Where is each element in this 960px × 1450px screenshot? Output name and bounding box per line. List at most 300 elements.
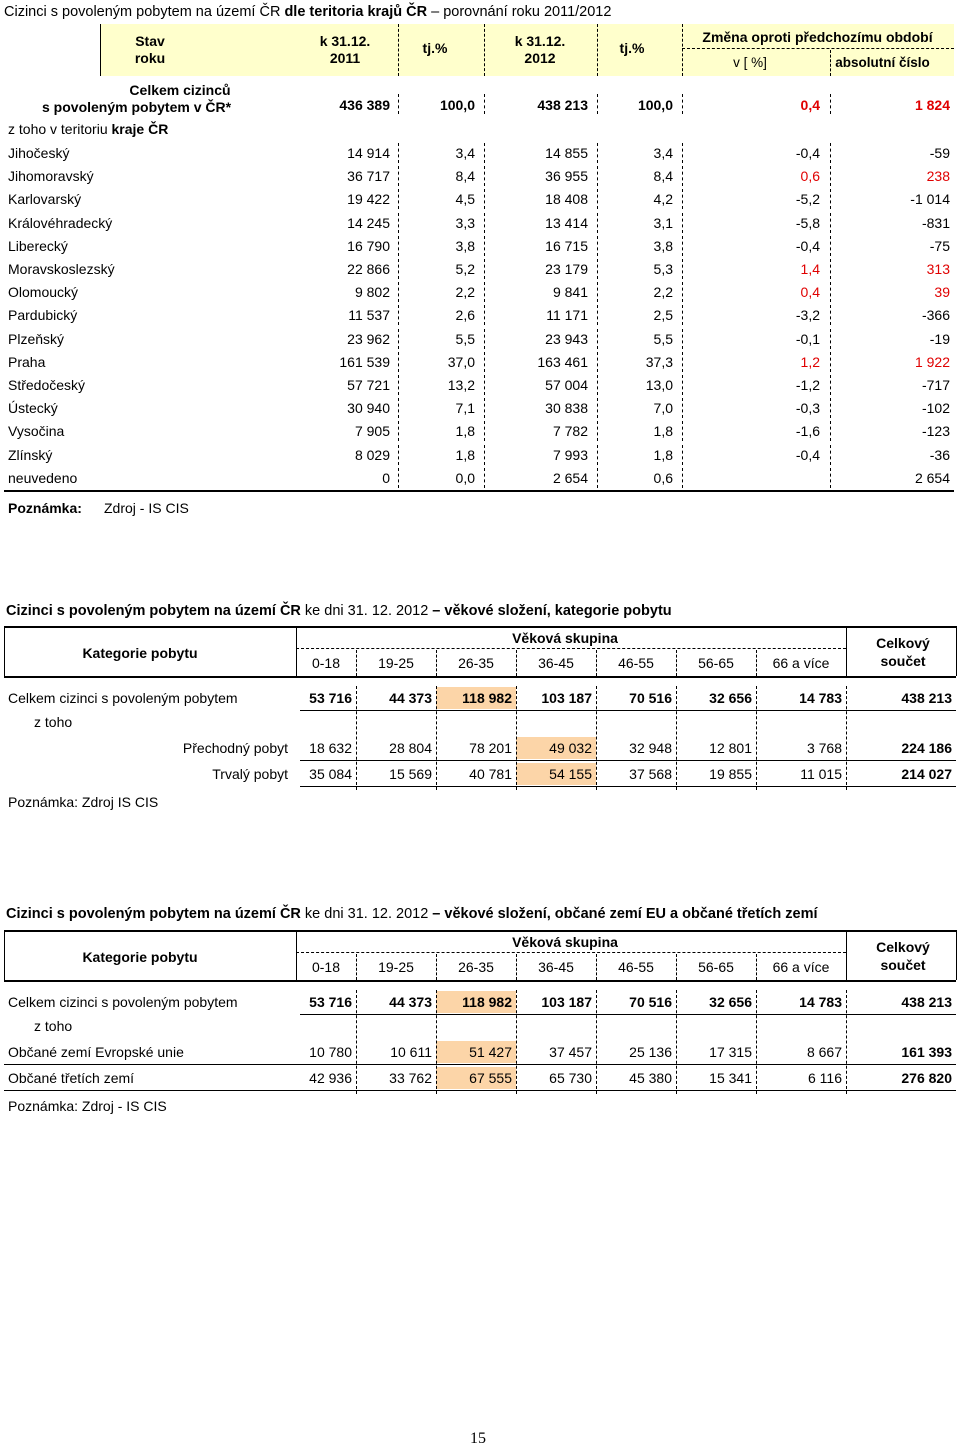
- region-value: 13 414: [545, 214, 588, 231]
- region-value: 23 943: [545, 330, 588, 347]
- table1-separator: [682, 259, 683, 279]
- table1-separator: [398, 282, 399, 302]
- region-value: 23 179: [545, 261, 588, 277]
- region-value: -36: [929, 446, 950, 463]
- row-cell: 10 780: [309, 1044, 352, 1060]
- table1-separator: [830, 305, 831, 325]
- row-cell: 11 015: [800, 766, 842, 782]
- age-group-header: 46-55: [618, 655, 654, 671]
- table-note: Poznámka: Zdroj - IS CIS: [8, 1098, 167, 1114]
- header-vekova-skupina: Věková skupina: [512, 630, 618, 646]
- table1-separator: [597, 352, 598, 372]
- region-name: Středočeský: [8, 377, 86, 393]
- region-value: -0,4: [795, 237, 820, 254]
- row-cell: 40 781: [469, 766, 512, 782]
- table2-header-rule: [4, 676, 956, 678]
- table2-header-separator: [356, 650, 357, 676]
- table3-caption: Cizinci s povoleným pobytem na území ČR ke dni 31. 12. 2012 – věkové složení, občané zemí EU a občané třetích zemí: [6, 906, 818, 922]
- row-cell: 15 569: [389, 766, 432, 782]
- region-name: Moravskoslezský: [8, 261, 115, 277]
- table1-separator: [484, 259, 485, 279]
- row-cell: 32 948: [629, 740, 672, 756]
- table1-separator: [830, 143, 831, 163]
- total-label-a: Celkem cizinců: [129, 82, 231, 98]
- region-value: 3,1: [653, 214, 673, 231]
- region-value: 7,1: [455, 400, 475, 417]
- table1-separator: [398, 166, 399, 186]
- row-cell: 18 632: [309, 740, 352, 756]
- total-cell: 118 982: [436, 687, 516, 709]
- table3-header-separator: [356, 954, 357, 980]
- table3-header-rule: [4, 980, 956, 982]
- region-value: 7 905: [354, 423, 390, 440]
- table1-separator: [830, 468, 831, 488]
- table1-header-separator: [830, 50, 831, 76]
- table1-separator: [484, 213, 485, 233]
- header-tj1: tj.%: [422, 40, 448, 56]
- region-value: 8,4: [653, 168, 673, 185]
- region-value: -1,2: [795, 377, 820, 393]
- header-k2011-a: k 31.12.: [319, 33, 371, 49]
- region-value: -366: [921, 307, 950, 324]
- table1-separator: [830, 259, 831, 279]
- page-number: 15: [470, 1430, 486, 1447]
- age-group-header: 36-45: [538, 959, 574, 975]
- region-value: 13,2: [447, 377, 475, 393]
- region-value: 0,0: [455, 469, 475, 486]
- row-cell: 10 611: [390, 1044, 432, 1060]
- age-group-header: 46-55: [618, 959, 654, 975]
- table2-header-divider: [296, 648, 846, 649]
- table1-separator: [682, 143, 683, 163]
- age-group-header: 0-18: [311, 959, 341, 975]
- region-value: 3,8: [653, 237, 673, 254]
- table2-top-rule: [4, 626, 956, 628]
- header-abs: absolutní číslo: [835, 55, 930, 70]
- table1-header-separator: [398, 24, 399, 76]
- region-value: 1,4: [800, 261, 820, 277]
- region-value: 39: [934, 284, 950, 301]
- table1-separator: [597, 329, 598, 349]
- table1-separator: [682, 236, 683, 256]
- table2-caption: Cizinci s povoleným pobytem na území ČR ke dni 31. 12. 2012 – věkové složení, kategorie pobytu: [6, 603, 672, 619]
- row-cell: 49 032: [516, 737, 596, 759]
- region-value: 9 841: [552, 284, 588, 301]
- table1-separator: [398, 329, 399, 349]
- row-cell: 54 155: [516, 763, 596, 785]
- region-value: 19 422: [347, 191, 390, 208]
- total-cell: 14 783: [799, 994, 842, 1010]
- total-cell: 100,0: [637, 97, 673, 113]
- age-group-header: 26-35: [458, 959, 494, 975]
- table3-row-rule: [4, 1090, 956, 1091]
- region-value: -0,3: [795, 400, 820, 417]
- table1-separator: [398, 352, 399, 372]
- table3-body-separator: [596, 990, 597, 1094]
- age-group-header: 66 a více: [772, 959, 830, 975]
- region-name: Liberecký: [8, 237, 68, 254]
- region-value: 2,2: [455, 284, 475, 301]
- region-value: -0,4: [795, 145, 820, 161]
- table1-separator: [597, 236, 598, 256]
- table2-border: [956, 626, 957, 676]
- region-value: -19: [929, 330, 950, 347]
- region-value: 14 245: [347, 214, 390, 231]
- table1-separator: [597, 398, 598, 418]
- table2-header-separator: [596, 650, 597, 676]
- region-value: 5,5: [653, 330, 673, 347]
- table1-caption: Cizinci s povoleným pobytem na území ČR dle teritoria krajů ČR – porovnání roku 2011/2012: [4, 4, 612, 20]
- region-value: 161 539: [339, 353, 390, 370]
- region-value: 3,4: [653, 145, 673, 161]
- region-value: 0,6: [800, 168, 820, 185]
- total-cell: 438 213: [537, 97, 588, 113]
- row-cell: 12 801: [709, 740, 752, 756]
- region-name: Jihomoravský: [8, 168, 94, 185]
- table1-separator: [830, 94, 831, 114]
- table2-body-separator: [846, 686, 847, 790]
- row-cell: 37 568: [629, 766, 672, 782]
- table2-row-rule: [300, 786, 956, 787]
- region-value: 2,5: [653, 307, 673, 324]
- table1-header-separator: [682, 24, 683, 76]
- region-value: -5,8: [795, 214, 820, 231]
- region-value: -3,2: [795, 307, 820, 324]
- table1-separator: [398, 94, 399, 114]
- header-stav: Stav: [135, 33, 165, 49]
- age-group-header: 56-65: [698, 959, 734, 975]
- region-value: -59: [929, 145, 950, 161]
- region-name: Ústecký: [8, 400, 58, 417]
- region-value: -102: [921, 400, 950, 417]
- table1-separator: [597, 166, 598, 186]
- age-group-header: 26-35: [458, 655, 494, 671]
- region-value: -123: [921, 423, 950, 440]
- age-group-header: 36-45: [538, 655, 574, 671]
- region-value: 0: [382, 469, 390, 486]
- region-name: Pardubický: [8, 307, 78, 324]
- table1-separator: [597, 375, 598, 395]
- row-cell: 67 555: [436, 1067, 516, 1089]
- total-cell: 100,0: [439, 97, 475, 113]
- table3-body-separator: [676, 990, 677, 1094]
- table3-top-rule: [4, 930, 956, 932]
- header-k2011-b: 2011: [329, 50, 361, 66]
- table2-total-underline: [300, 710, 956, 711]
- table1-separator: [398, 259, 399, 279]
- table1-separator: [682, 445, 683, 465]
- region-name: Zlínský: [8, 446, 53, 463]
- total-cell: 103 187: [541, 994, 592, 1010]
- table2-border: [846, 626, 847, 676]
- z-toho-label: z toho: [34, 1018, 73, 1034]
- region-value: 5,5: [455, 330, 475, 347]
- table1-separator: [682, 213, 683, 233]
- table1-separator: [682, 375, 683, 395]
- region-value: 57 004: [545, 377, 588, 393]
- region-value: 37,0: [447, 353, 475, 370]
- region-value: 2,2: [653, 284, 673, 301]
- table3-header-separator: [756, 954, 757, 980]
- row-cell: 6 116: [808, 1070, 842, 1086]
- total-cell: 118 982: [436, 991, 516, 1013]
- table1-separator: [682, 282, 683, 302]
- row-cell: 161 393: [901, 1044, 952, 1060]
- total-cell: 70 516: [629, 690, 672, 706]
- table1-separator: [830, 329, 831, 349]
- region-value: 36 955: [545, 168, 588, 185]
- region-name: Plzeňský: [8, 330, 65, 347]
- row-label: Trvalý pobyt: [212, 766, 288, 782]
- table1-separator: [830, 375, 831, 395]
- row-cell: 51 427: [436, 1041, 516, 1063]
- region-value: 4,2: [653, 191, 673, 208]
- table1-separator: [484, 352, 485, 372]
- table3-header-separator: [516, 954, 517, 980]
- region-value: 16 790: [347, 237, 390, 254]
- age-group-header: 19-25: [378, 959, 414, 975]
- header-k2012-a: k 31.12.: [514, 33, 566, 49]
- header-tj2: tj.%: [619, 40, 645, 56]
- row-cell: 3 768: [806, 740, 842, 756]
- row-cell: 78 201: [469, 740, 512, 756]
- region-value: 0,4: [800, 284, 820, 301]
- table1-separator: [830, 236, 831, 256]
- region-value: 8,4: [455, 168, 475, 185]
- total-cell: 1 824: [914, 97, 950, 113]
- table1-separator: [597, 305, 598, 325]
- region-value: 16 715: [545, 237, 588, 254]
- table1-separator: [682, 329, 683, 349]
- table2-header-separator: [676, 650, 677, 676]
- region-value: 5,3: [653, 261, 673, 277]
- table2-body-separator: [356, 686, 357, 790]
- table1-header-separator: [484, 24, 485, 76]
- region-value: -75: [929, 237, 950, 254]
- total-cell: 0,4: [800, 97, 820, 113]
- region-value: 1 922: [914, 353, 950, 370]
- table1-header-separator: [597, 24, 598, 76]
- region-value: 1,8: [455, 423, 475, 440]
- region-name: Vysočina: [8, 423, 65, 440]
- region-value: 5,2: [455, 261, 475, 277]
- region-value: -1,6: [795, 423, 820, 440]
- table1-separator: [398, 468, 399, 488]
- row-cell: 33 762: [389, 1070, 432, 1086]
- table2-body-separator: [436, 686, 437, 790]
- region-value: 13,0: [645, 377, 673, 393]
- header-roku: roku: [134, 50, 166, 66]
- region-value: 22 866: [347, 261, 390, 277]
- total-label: Celkem cizinci s povoleným pobytem: [8, 690, 238, 706]
- row-cell: 19 855: [709, 766, 752, 782]
- header-vekova-skupina: Věková skupina: [512, 934, 618, 950]
- header-kategorie: Kategorie pobytu: [82, 949, 198, 965]
- total-cell: 44 373: [389, 690, 432, 706]
- row-cell: 42 936: [309, 1070, 352, 1086]
- table1-separator: [484, 166, 485, 186]
- total-cell: 103 187: [541, 690, 592, 706]
- table3-total-underline: [300, 1014, 956, 1015]
- region-value: 4,5: [455, 191, 475, 208]
- table1-separator: [484, 445, 485, 465]
- table1-separator: [682, 94, 683, 114]
- region-name: neuvedeno: [8, 469, 78, 486]
- total-cell: 438 213: [901, 690, 952, 706]
- table1-separator: [398, 305, 399, 325]
- header-zmena: Změna oproti předchozímu období: [702, 29, 933, 45]
- table2-body-separator: [516, 686, 517, 790]
- region-value: 1,8: [455, 446, 475, 463]
- row-label: Občané třetích zemí: [8, 1070, 135, 1086]
- row-cell: 214 027: [901, 766, 952, 782]
- header-celkovy: Celkový: [876, 939, 930, 955]
- table1-separator: [682, 398, 683, 418]
- region-value: 14 914: [347, 145, 390, 161]
- table1-separator: [830, 421, 831, 441]
- table3-body-separator: [356, 990, 357, 1094]
- region-value: 7 782: [552, 423, 588, 440]
- table1-separator: [398, 213, 399, 233]
- region-value: 30 838: [545, 400, 588, 417]
- age-group-header: 19-25: [378, 655, 414, 671]
- table3-body-separator: [846, 990, 847, 1094]
- header-kategorie: Kategorie pobytu: [82, 645, 198, 661]
- row-label: Přechodný pobyt: [182, 740, 288, 756]
- table1-separator: [398, 143, 399, 163]
- region-value: 313: [926, 261, 950, 277]
- total-cell: 436 389: [339, 97, 390, 113]
- table3-body-separator: [516, 990, 517, 1094]
- table1-separator: [484, 143, 485, 163]
- table1-separator: [597, 445, 598, 465]
- row-cell: 276 820: [901, 1070, 952, 1086]
- table1-separator: [484, 398, 485, 418]
- table1-separator: [682, 305, 683, 325]
- table1-separator: [484, 189, 485, 209]
- table3-header-divider: [296, 952, 846, 953]
- total-label: Celkem cizinci s povoleným pobytem: [8, 994, 238, 1010]
- region-value: 3,4: [455, 145, 475, 161]
- region-name: Olomoucký: [8, 284, 79, 301]
- header-soucet: součet: [880, 653, 926, 669]
- total-label-b: s povoleným pobytem v ČR*: [42, 99, 232, 115]
- region-name: Královéhradecký: [8, 214, 113, 231]
- total-cell: 44 373: [389, 994, 432, 1010]
- table1-separator: [484, 305, 485, 325]
- region-value: 23 962: [347, 330, 390, 347]
- table1-separator: [597, 189, 598, 209]
- table3-header-separator: [596, 954, 597, 980]
- region-value: -5,2: [795, 191, 820, 208]
- table1-separator: [597, 421, 598, 441]
- region-name: Jihočeský: [8, 145, 70, 161]
- age-group-header: 0-18: [311, 655, 341, 671]
- row-cell: 65 730: [549, 1070, 592, 1086]
- header-k2012-b: 2012: [524, 50, 556, 66]
- table1-separator: [830, 166, 831, 186]
- table1-separator: [398, 236, 399, 256]
- table1-separator: [484, 236, 485, 256]
- table1-separator: [398, 375, 399, 395]
- table1-separator: [682, 189, 683, 209]
- table1-separator: [398, 398, 399, 418]
- age-group-header: 66 a více: [772, 655, 830, 671]
- region-value: -0,4: [795, 446, 820, 463]
- total-cell: 70 516: [629, 994, 672, 1010]
- region-value: 9 802: [354, 284, 390, 301]
- table3-border: [956, 930, 957, 980]
- region-value: -0,1: [795, 330, 820, 347]
- table3-body-separator: [756, 990, 757, 1094]
- table3-row-rule: [4, 1064, 956, 1065]
- region-value: 7,0: [653, 400, 673, 417]
- z-toho-label: z toho: [34, 714, 73, 730]
- table2-border: [296, 626, 297, 676]
- table2-header-separator: [756, 650, 757, 676]
- table1-separator: [830, 213, 831, 233]
- region-value: 36 717: [347, 168, 390, 185]
- region-value: 3,3: [455, 214, 475, 231]
- table3-border: [296, 930, 297, 980]
- table1-separator: [682, 352, 683, 372]
- region-value: 3,8: [455, 237, 475, 254]
- table1-separator: [484, 375, 485, 395]
- region-value: 0,6: [653, 469, 673, 486]
- region-value: 7 993: [552, 446, 588, 463]
- total-cell: 32 656: [709, 994, 752, 1010]
- total-cell: 53 716: [309, 690, 352, 706]
- total-cell: 438 213: [901, 994, 952, 1010]
- row-cell: 17 315: [709, 1044, 752, 1060]
- region-value: 8 029: [354, 446, 390, 463]
- region-value: -717: [921, 377, 950, 393]
- table3-border: [846, 930, 847, 980]
- region-value: 2 654: [552, 469, 588, 486]
- table3-header-separator: [436, 954, 437, 980]
- table2-row-rule: [300, 760, 956, 761]
- table1-separator: [484, 329, 485, 349]
- table1-separator: [682, 166, 683, 186]
- region-value: 14 855: [545, 145, 588, 161]
- table1-separator: [484, 421, 485, 441]
- table1-separator: [484, 282, 485, 302]
- table1-separator: [597, 213, 598, 233]
- header-celkovy: Celkový: [876, 635, 930, 651]
- table1-separator: [484, 468, 485, 488]
- table2-header-separator: [516, 650, 517, 676]
- table2-body-separator: [596, 686, 597, 790]
- header-vpct: v [ %]: [733, 55, 767, 70]
- table2-header-separator: [436, 650, 437, 676]
- table1-note-label: Poznámka:: [8, 500, 82, 516]
- region-name: Praha: [8, 353, 46, 370]
- row-cell: 45 380: [629, 1070, 672, 1086]
- region-value: 2 654: [914, 469, 950, 486]
- region-value: 2,6: [455, 307, 475, 324]
- row-cell: 25 136: [629, 1044, 672, 1060]
- table1-note-text: Zdroj - IS CIS: [104, 500, 189, 516]
- table1-separator: [597, 143, 598, 163]
- region-value: 11 537: [348, 307, 390, 324]
- table1-separator: [597, 94, 598, 114]
- table2-border: [4, 626, 5, 676]
- region-value: 1,8: [653, 423, 673, 440]
- region-value: 11 171: [546, 307, 588, 324]
- table1-separator: [398, 189, 399, 209]
- table2-body-separator: [756, 686, 757, 790]
- table2-body-separator: [676, 686, 677, 790]
